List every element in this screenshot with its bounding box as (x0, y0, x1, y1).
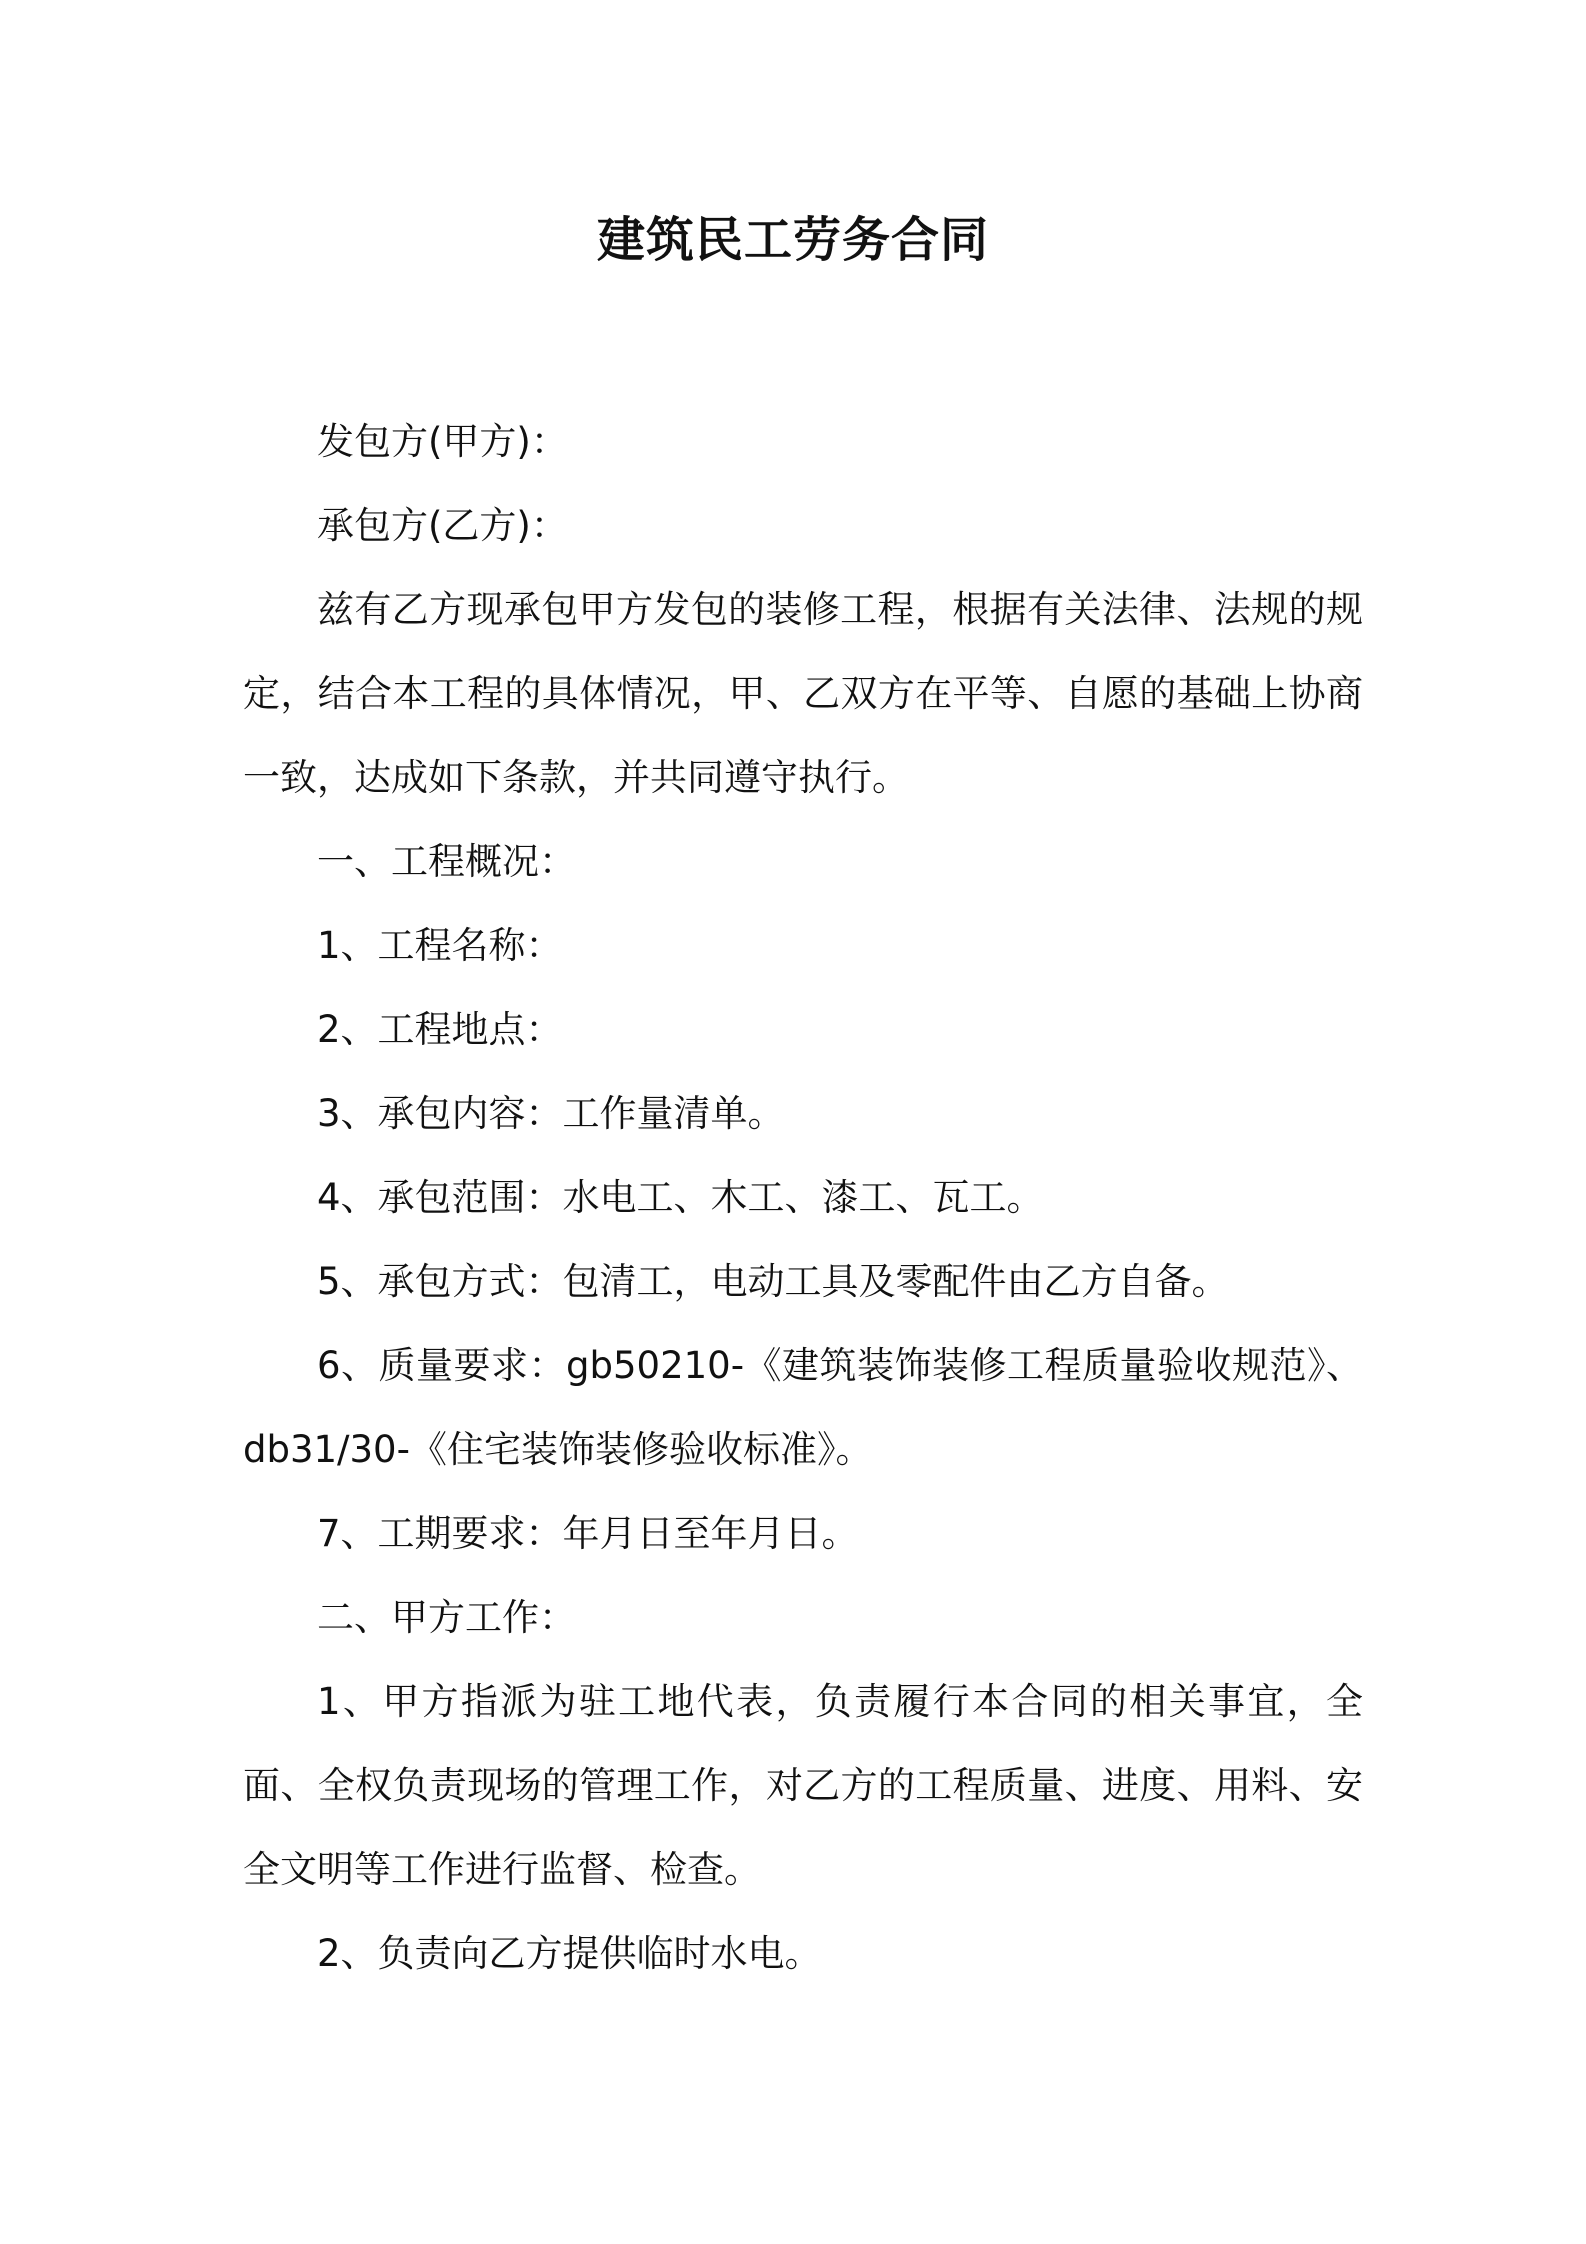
document-body (243, 400, 1363, 1996)
party-a-line: 发包方(甲方)： (317, 420, 568, 463)
clause-contract-content: 3、承包内容：工作量清单。 (317, 1092, 785, 1135)
party-b-line: 承包方(乙方)： (317, 504, 568, 547)
clause-schedule-requirements: 7、工期要求：年月日至年月日。 (317, 1512, 859, 1555)
clause-project-location: 2、工程地点： (317, 1008, 563, 1051)
clause-temporary-utilities: 2、负责向乙方提供临时水电。 (317, 1932, 822, 1975)
clause-project-name: 1、工程名称： (317, 924, 563, 967)
section-heading-project-overview: 一、工程概况： (317, 840, 576, 883)
clause-party-a-representative: 1、甲方指派为驻工地代表，负责履行本合同的相关事宜，全面、全权负责现场的管理工作，对乙方的工程质量、进度、用料、安全文明等工作进行监督、检查。 (243, 1680, 1363, 1891)
clause-quality-requirements: 6、质量要求：gb50210-《建筑装饰装修工程质量验收规范》、db31/30-《住宅装饰装修验收标准》。 (243, 1344, 1363, 1471)
clause-contract-scope: 4、承包范围：水电工、木工、漆工、瓦工。 (317, 1176, 1044, 1219)
preamble-paragraph: 兹有乙方现承包甲方发包的装修工程，根据有关法律、法规的规定，结合本工程的具体情况，甲、乙双方在平等、自愿的基础上协商一致，达成如下条款，并共同遵守执行。 (243, 588, 1363, 799)
section-heading-party-a-duties: 二、甲方工作： (317, 1596, 576, 1639)
clause-contract-method: 5、承包方式：包清工，电动工具及零配件由乙方自备。 (317, 1260, 1229, 1303)
document-title: 建筑民工劳务合同 (596, 212, 989, 268)
